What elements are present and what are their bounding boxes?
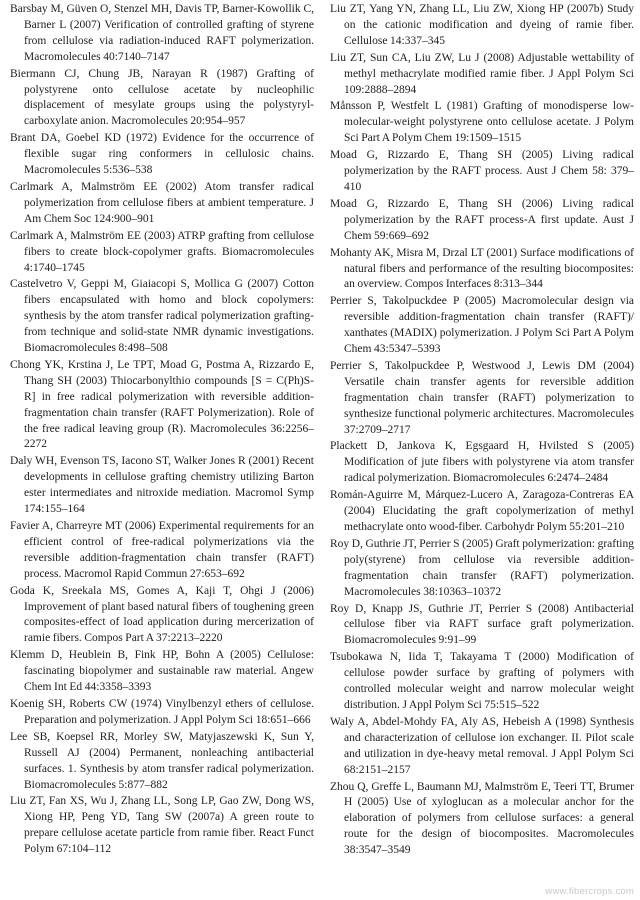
reference-entry: Waly A, Abdel-Mohdy FA, Aly AS, Hebeish A (1998) Synthesis and characterization of cellulose ion exchanger. II. Pilot scale and utilization in dye-heavy metal removal. J Appl Polym Sci 68:2151–2157 xyxy=(330,715,634,776)
reference-entry: Perrier S, Takolpuckdee P, Westwood J, Lewis DM (2004) Versatile chain transfer agents for reversible addition fragmentation chain transfer (RAFT) polymerization to synthesize functional polymeric architectures. Macromolecules 37:2709–2717 xyxy=(330,359,634,436)
reference-entry: Lee SB, Koepsel RR, Morley SW, Matyjaszewski K, Sun Y, Russell AJ (2004) Permanent, nonleaching antibacterial surfaces. 1. Synthesis by atom transfer radical polymerization. Biomacromolecules 5:877–882 xyxy=(10,730,314,791)
reference-entry: Liu ZT, Yang YN, Zhang LL, Liu ZW, Xiong HP (2007b) Study on the cationic modification and dyeing of ramie fiber. Cellulose 14:337–345 xyxy=(330,3,634,47)
reference-entry: Chong YK, Krstina J, Le TPT, Moad G, Postma A, Rizzardo E, Thang SH (2003) Thiocarbonylthio compounds [S = C(Ph)S-R] in free radical polymerization with reversible addition-fragmentation chain transfer (RAFT Polymerization). Role of the free radical leaving group (R). Macromolecules 36:2256–2272 xyxy=(10,358,314,451)
reference-entry: Favier A, Charreyre MT (2006) Experimental requirements for an efficient control of free-radical polymerizations via the reversible addition-fragmentation chain transfer (RAFT) process. Macromol Rapid Commun 27:653–692 xyxy=(10,520,314,580)
reference-entry: Carlmark A, Malmström EE (2003) ATRP grafting from cellulose fibers to create block-copolymer grafts. Biomacromolecules 4:1740–1745 xyxy=(10,229,314,274)
reference-entry: Liu ZT, Sun CA, Liu ZW, Lu J (2008) Adjustable wettability of methyl methacrylate modified ramie fiber. J Appl Polym Sci 109:2888–2894 xyxy=(330,51,634,96)
reference-entry: Roy D, Guthrie JT, Perrier S (2005) Graft polymerization: grafting poly(styrene) from cellulose via reversible addition-fragmentation chain transfer (RAFT) polymerization. Macromolecules 38:10363–10372 xyxy=(330,537,634,598)
references-column-left xyxy=(10,2,314,900)
reference-entry: Månsson P, Westfelt L (1981) Grafting of monodisperse low-molecular-weight polystyrene onto cellulose acetate. J Polym Sci Part A Polym Chem 19:1509–1515 xyxy=(330,100,634,145)
reference-entry: Carlmark A, Malmström EE (2002) Atom transfer radical polymerization from cellulose fibers at ambient temperature. J Am Chem Soc 124:900–901 xyxy=(10,180,314,225)
reference-entry: Brant DA, Goebel KD (1972) Evidence for the occurrence of flexible sugar ring conformers in cellulosic chains. Macromolecules 5:536–538 xyxy=(10,132,314,177)
reference-entry: Moad G, Rizzardo E, Thang SH (2006) Living radical polymerization by the RAFT process-A first update. Aust J Chem 59:669–692 xyxy=(330,197,634,242)
reference-entry: Moad G, Rizzardo E, Thang SH (2005) Living radical polymerization by the RAFT process. Aust J Chem 58: 379–410 xyxy=(330,149,634,193)
reference-entry: Barsbay M, Güven O, Stenzel MH, Davis TP, Barner-Kowollik C, Barner L (2007) Verification of controlled grafting of styrene from cellulose via radiation-induced RAFT polymerization. Macromolecules 40:7140–7147 xyxy=(10,3,314,63)
reference-entry: Roy D, Knapp JS, Guthrie JT, Perrier S (2008) Antibacterial cellulose fiber via RAFT surface graft polymerization. Biomacromolecules 9:91–99 xyxy=(330,602,634,647)
reference-entry: Koenig SH, Roberts CW (1974) Vinylbenzyl ethers of cellulose. Preparation and polymerization. J Appl Polym Sci 18:651–666 xyxy=(10,697,314,726)
reference-entry: Perrier S, Takolpuckdee P (2005) Macromolecular design via reversible addition-fragmentation chain transfer (RAFT)/ xanthates (MADIX) polymerization. J Polym Sci Part A Polym Chem 43:5347–5393 xyxy=(330,295,634,356)
reference-entry: Daly WH, Evenson TS, Iacono ST, Walker Jones R (2001) Recent developments in cellulose grafting chemistry utilizing Barton ester intermediates and nitroxide mediation. Macromol Symp 174:155–164 xyxy=(10,455,314,516)
reference-entry: Román-Aguirre M, Márquez-Lucero A, Zaragoza-Contreras EA (2004) Elucidating the graft copolymerization of methyl methacrylate onto wood-fiber. Carbohydr Polym 55:201–210 xyxy=(330,489,634,533)
reference-entry: Liu ZT, Fan XS, Wu J, Zhang LL, Song LP, Gao ZW, Dong WS, Xiong HP, Peng YD, Tang SW (2007a) A green route to prepare cellulose acetate particle from ramie fiber. React Funct Polym 67:104–112 xyxy=(10,795,314,856)
reference-entry: Plackett D, Jankova K, Egsgaard H, Hvilsted S (2005) Modification of jute fibers with polystyrene via atom transfer radical polymerization. Biomacromolecules 6:2474–2484 xyxy=(330,440,634,485)
site-watermark: www.fibercrops.com xyxy=(545,886,634,897)
reference-entry: Tsubokawa N, Iida T, Takayama T (2000) Modification of cellulose powder surface by grafting of polymers with controlled molecular weight and narrow molecular weight distribution. J Appl Polym Sci 75:515–522 xyxy=(330,651,634,711)
references-column-right xyxy=(330,2,634,900)
reference-entry: Zhou Q, Greffe L, Baumann MJ, Malmström E, Teeri TT, Brumer H (2005) Use of xyloglucan as a molecular anchor for the elaboration of polymers from cellulose surfaces: a general route for the design of biocomposites. Macromolecules 38:3547–3549 xyxy=(330,780,634,857)
reference-entry: Castelvetro V, Geppi M, Giaiacopi S, Mollica G (2007) Cotton fibers encapsulated with homo and block copolymers: synthesis by the atom transfer radical polymerization grafting-from technique and solid-state NMR dynamic investigations. Biomacromolecules 8:498–508 xyxy=(10,278,314,355)
reference-entry: Klemm D, Heublein B, Fink HP, Bohn A (2005) Cellulose: fascinating biopolymer and sustainable raw material. Angew Chem Int Ed 44:3358–3393 xyxy=(10,649,314,694)
reference-entry: Biermann CJ, Chung JB, Narayan R (1987) Grafting of polystyrene onto cellulose acetate by nucleophilic displacement of mesylate groups using the polystyryl-carboxylate anion. Macromolecules 20:954–957 xyxy=(10,67,314,128)
reference-entry: Mohanty AK, Misra M, Drzal LT (2001) Surface modifications of natural fibers and performance of the resulting biocomposites: an overview. Compos Interfaces 8:313–344 xyxy=(330,246,634,291)
reference-entry: Goda K, Sreekala MS, Gomes A, Kaji T, Ohgi J (2006) Improvement of plant based natural fibers of toughening green composites-effect of load application during mercerization of ramie fibers. Compos Part A 37:2213–2220 xyxy=(10,584,314,645)
